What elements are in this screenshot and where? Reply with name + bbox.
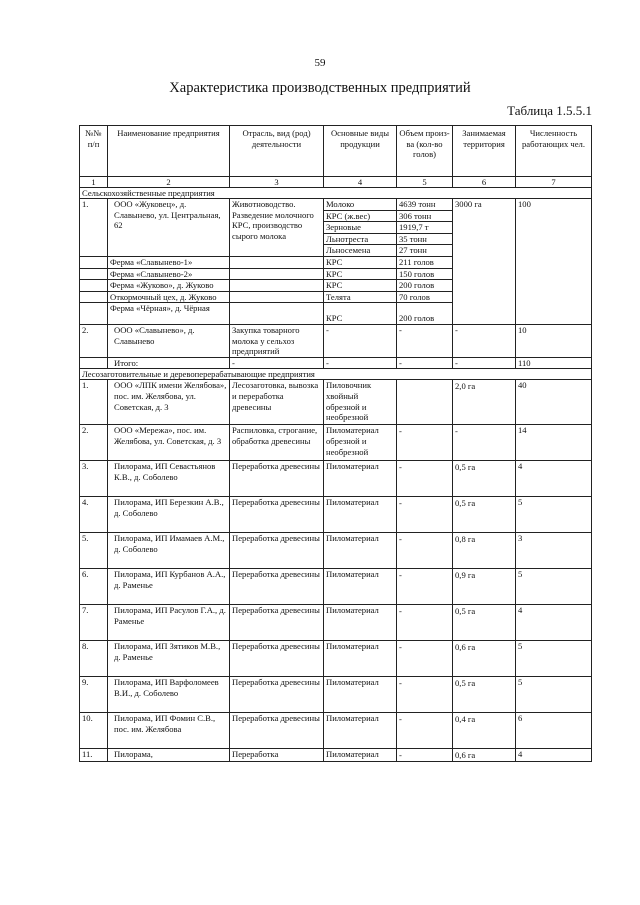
row-volume: 27 тонн xyxy=(397,245,453,257)
row-product: - xyxy=(324,324,397,357)
row-product: Пиломатериал xyxy=(324,713,397,749)
section-title: Сельскохозяйственные предприятия xyxy=(80,188,592,199)
col-number: 5 xyxy=(397,177,453,188)
table-row xyxy=(80,677,592,713)
row-name: Пилорама, ИП Зятиков М.В., д. Раменье xyxy=(108,641,230,677)
row-num: 11. xyxy=(80,749,108,762)
row-territory: 3000 га xyxy=(453,199,516,325)
total-label: Итого: xyxy=(108,357,230,369)
row-name: Пилорама, xyxy=(108,749,230,762)
farm-name: Откормочный цех, д. Жуково xyxy=(108,291,230,303)
row-workers: 10 xyxy=(516,324,592,357)
row-name: Пилорама, ИП Имамаев А.М., д. Соболево xyxy=(108,533,230,569)
row-volume: 35 тонн xyxy=(397,233,453,245)
row-workers: 5 xyxy=(516,569,592,605)
table-row xyxy=(80,199,592,211)
farm-product: КРС xyxy=(324,303,397,325)
row-name: ООО «Славынево», д. Славынево xyxy=(108,324,230,357)
row-product: Пиломатериал xyxy=(324,605,397,641)
col-number: 3 xyxy=(230,177,324,188)
total-workers: 110 xyxy=(516,357,592,369)
table-row xyxy=(80,641,592,677)
table-header-row xyxy=(80,126,592,177)
row-num: 2. xyxy=(80,425,108,461)
row-workers: 4 xyxy=(516,461,592,497)
row-volume: - xyxy=(397,569,453,605)
row-activity: Переработка древесины xyxy=(230,533,324,569)
row-num xyxy=(80,357,108,369)
row-volume: 4639 тонн xyxy=(397,199,453,211)
row-territory: 2,0 га xyxy=(453,380,516,425)
row-activity: Переработка древесины xyxy=(230,497,324,533)
row-workers: 4 xyxy=(516,605,592,641)
row-num: 8. xyxy=(80,641,108,677)
table-row xyxy=(80,380,592,425)
row-activity: Животноводство. Разведение молочного КРС, производство сырого молока xyxy=(230,199,324,257)
table-row xyxy=(80,533,592,569)
farm-name: Ферма «Славынево-1» xyxy=(108,256,230,268)
row-num xyxy=(80,256,108,268)
row-activity: Распиловка, строгание, обработка древесины xyxy=(230,425,324,461)
row-activity: Переработка xyxy=(230,749,324,762)
row-num: 6. xyxy=(80,569,108,605)
row-num xyxy=(80,268,108,280)
row-territory: 0,6 га xyxy=(453,749,516,762)
row-num xyxy=(80,280,108,292)
row-product: Льносемена xyxy=(324,245,397,257)
table-row xyxy=(80,425,592,461)
header-workers: Численность работающих чел. xyxy=(516,126,592,177)
row-workers: 5 xyxy=(516,497,592,533)
row-name: Пилорама, ИП Фомин С.В., пос. им. Желябова xyxy=(108,713,230,749)
row-activity: Переработка древесины xyxy=(230,461,324,497)
total-products: - xyxy=(324,357,397,369)
row-activity xyxy=(230,268,324,280)
col-number: 2 xyxy=(108,177,230,188)
farm-product: КРС xyxy=(324,268,397,280)
row-product: КРС (ж.вес) xyxy=(324,210,397,222)
row-activity: Закупка товарного молока у сельхоз предприятий xyxy=(230,324,324,357)
row-product: Пиломатериал xyxy=(324,533,397,569)
total-territory: - xyxy=(453,357,516,369)
row-territory: 0,6 га xyxy=(453,641,516,677)
row-name: Пилорама, ИП Варфоломеев В.И., д. Соболево xyxy=(108,677,230,713)
section-title: Лесозаготовительные и деревоперерабатывающие предприятия xyxy=(80,369,592,380)
page-number: 59 xyxy=(314,57,326,69)
table-row xyxy=(80,569,592,605)
row-num: 9. xyxy=(80,677,108,713)
header-volume: Объем произ-ва (кол-во голов) xyxy=(397,126,453,177)
row-activity: Переработка древесины xyxy=(230,605,324,641)
farm-volume: 211 голов xyxy=(397,256,453,268)
row-activity: Переработка древесины xyxy=(230,677,324,713)
row-territory: 0,9 га xyxy=(453,569,516,605)
row-workers: 6 xyxy=(516,713,592,749)
farm-volume: 200 голов xyxy=(397,280,453,292)
row-num: 5. xyxy=(80,533,108,569)
row-num: 1. xyxy=(80,380,108,425)
row-product: Льнотреста xyxy=(324,233,397,245)
total-volume: - xyxy=(397,357,453,369)
farm-product: Телята xyxy=(324,291,397,303)
header-products: Основные виды продукции xyxy=(324,126,397,177)
row-activity xyxy=(230,303,324,325)
row-product: Пиломатериал xyxy=(324,641,397,677)
row-activity: Переработка древесины xyxy=(230,641,324,677)
row-product: Пиломатериал xyxy=(324,749,397,762)
row-name: ООО «Мережа», пос. им. Желябова, ул. Советская, д. 3 xyxy=(108,425,230,461)
col-number: 7 xyxy=(516,177,592,188)
row-activity xyxy=(230,280,324,292)
page-title: Характеристика производственных предприятий xyxy=(169,80,471,96)
row-num: 1. xyxy=(80,199,108,257)
row-territory: 0,5 га xyxy=(453,677,516,713)
row-num: 10. xyxy=(80,713,108,749)
row-workers: 3 xyxy=(516,533,592,569)
table-row xyxy=(80,749,592,762)
farm-name: Ферма «Жуково», д. Жуково xyxy=(108,280,230,292)
row-territory: 0,5 га xyxy=(453,497,516,533)
table-row xyxy=(80,461,592,497)
row-num: 7. xyxy=(80,605,108,641)
row-workers: 4 xyxy=(516,749,592,762)
row-volume: - xyxy=(397,749,453,762)
row-territory: - xyxy=(453,425,516,461)
row-workers: 40 xyxy=(516,380,592,425)
row-volume: - xyxy=(397,605,453,641)
section-row-forestry xyxy=(80,369,592,380)
row-name: ООО «ЛПК имени Желябова», пос. им. Желябова, ул. Советская, д. 3 xyxy=(108,380,230,425)
row-workers: 5 xyxy=(516,641,592,677)
row-num xyxy=(80,291,108,303)
col-number: 4 xyxy=(324,177,397,188)
row-territory: 0,5 га xyxy=(453,605,516,641)
row-territory: 0,5 га xyxy=(453,461,516,497)
row-product: Пиломатериал xyxy=(324,497,397,533)
row-num xyxy=(80,303,108,325)
row-name: Пилорама, ИП Курбанов А.А., д. Раменье xyxy=(108,569,230,605)
farm-name: Ферма «Славынево-2» xyxy=(108,268,230,280)
row-product: Пиломатериал xyxy=(324,461,397,497)
row-product: Пиловочник хвойный обрезной и необрезной xyxy=(324,380,397,425)
header-name: Наименование предприятия xyxy=(108,126,230,177)
section-row-agriculture xyxy=(80,188,592,199)
table-row xyxy=(80,324,592,357)
row-volume: - xyxy=(397,425,453,461)
row-territory: 0,4 га xyxy=(453,713,516,749)
row-name: ООО «Жуковец», д. Славынево, ул. Центральная, 62 xyxy=(108,199,230,257)
total-activity: - xyxy=(230,357,324,369)
row-product: Пиломатериал обрезной и необрезной xyxy=(324,425,397,461)
row-num: 4. xyxy=(80,497,108,533)
farm-volume: 150 голов xyxy=(397,268,453,280)
row-activity: Переработка древесины xyxy=(230,569,324,605)
row-product: Молоко xyxy=(324,199,397,211)
row-name: Пилорама, ИП Березкин А.В., д. Соболево xyxy=(108,497,230,533)
row-activity xyxy=(230,291,324,303)
forestry-rows xyxy=(80,380,592,762)
row-volume: - xyxy=(397,324,453,357)
row-volume: 1919,7 т xyxy=(397,222,453,234)
row-product: Пиломатериал xyxy=(324,569,397,605)
enterprises-table xyxy=(79,125,592,762)
row-workers: 5 xyxy=(516,677,592,713)
col-number: 1 xyxy=(80,177,108,188)
header-territory: Занимаемая территория xyxy=(453,126,516,177)
farm-volume: 200 голов xyxy=(397,303,453,325)
row-territory: 0,8 га xyxy=(453,533,516,569)
column-number-row xyxy=(80,177,592,188)
table-label: Таблица 1.5.5.1 xyxy=(507,103,592,118)
row-volume: 306 тонн xyxy=(397,210,453,222)
row-volume: - xyxy=(397,461,453,497)
row-name: Пилорама, ИП Расулов Г.А., д. Раменье xyxy=(108,605,230,641)
row-territory: - xyxy=(453,324,516,357)
table-row xyxy=(80,497,592,533)
table-row xyxy=(80,713,592,749)
row-volume: - xyxy=(397,713,453,749)
farm-product: КРС xyxy=(324,280,397,292)
row-volume: - xyxy=(397,641,453,677)
row-volume xyxy=(397,380,453,425)
row-product: Пиломатериал xyxy=(324,677,397,713)
total-row xyxy=(80,357,592,369)
table-row xyxy=(80,605,592,641)
col-number: 6 xyxy=(453,177,516,188)
row-workers: 14 xyxy=(516,425,592,461)
row-num: 2. xyxy=(80,324,108,357)
row-activity xyxy=(230,256,324,268)
row-activity: Лесозаготовка, вывозка и переработка древесины xyxy=(230,380,324,425)
row-num: 3. xyxy=(80,461,108,497)
row-product: Зерновые xyxy=(324,222,397,234)
header-activity: Отрасль, вид (род) деятельности xyxy=(230,126,324,177)
row-volume: - xyxy=(397,497,453,533)
farm-product: КРС xyxy=(324,256,397,268)
row-workers: 100 xyxy=(516,199,592,325)
farm-volume: 70 голов xyxy=(397,291,453,303)
farm-name: Ферма «Чёрная», д. Чёрная xyxy=(108,303,230,325)
header-num: №№ п/п xyxy=(80,126,108,177)
row-name: Пилорама, ИП Севастьянов К.В., д. Соболево xyxy=(108,461,230,497)
row-volume: - xyxy=(397,677,453,713)
row-activity: Переработка древесины xyxy=(230,713,324,749)
row-volume: - xyxy=(397,533,453,569)
